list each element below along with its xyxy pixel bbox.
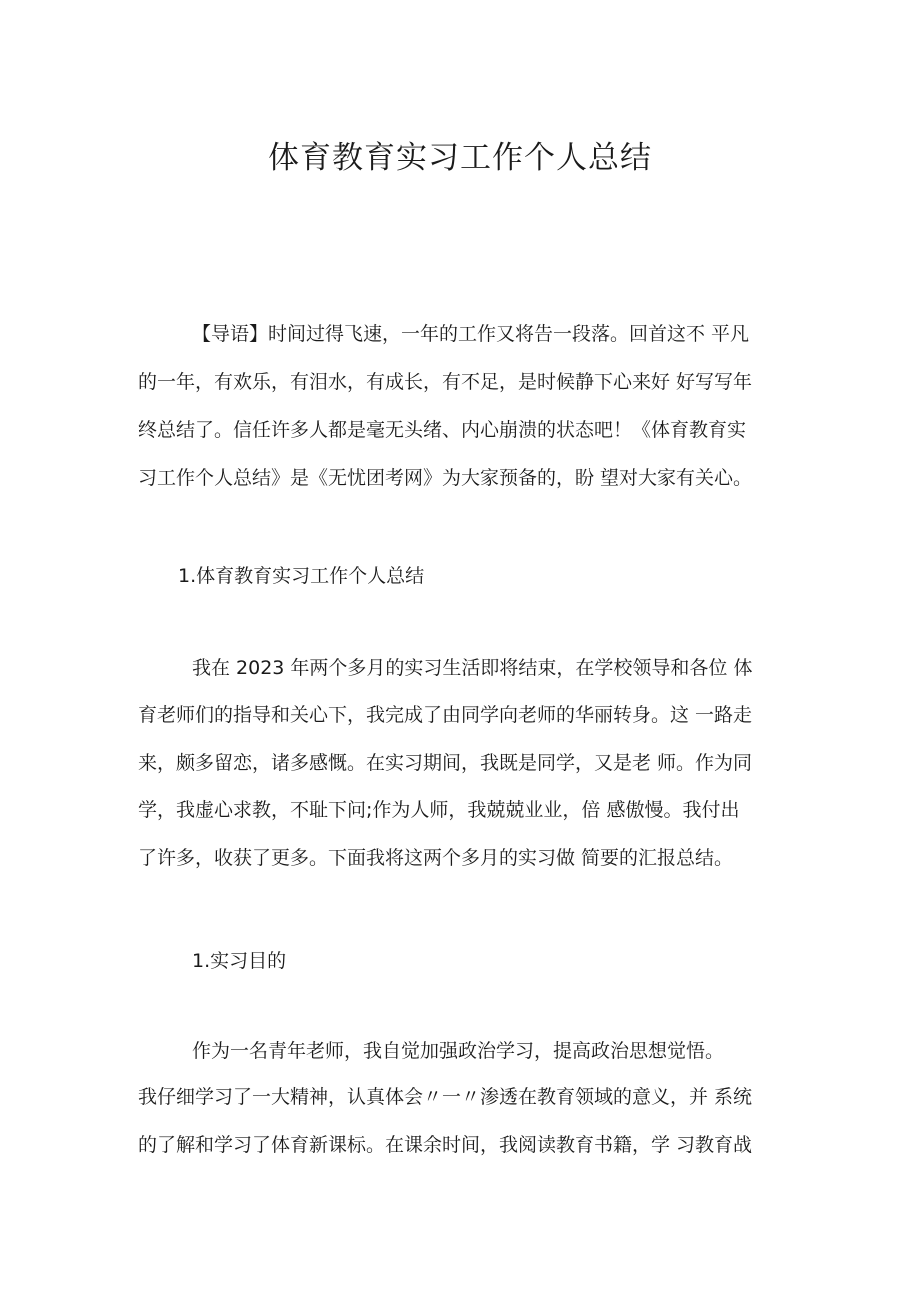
intro-line-2: 的一年，有欢乐，有泪水，有成长，有不足，是时候静下心来好 好写写年: [138, 371, 753, 393]
purpose-line-3: 的了解和学习了体育新课标。在课余时间，我阅读教育书籍，学 习教育战: [138, 1134, 753, 1156]
subheading: 1.实习目的: [192, 950, 287, 972]
body-line-4: 学，我虚心求教，不耻下问;作为人师，我兢兢业业，倍 感傲慢。我付出: [138, 799, 740, 821]
body-line-3: 来，颇多留恋，诸多感慨。在实习期间，我既是同学，又是老 师。作为同: [138, 752, 753, 774]
document-title: 体育教育实习工作个人总结: [268, 140, 652, 176]
intro-line-4: 习工作个人总结》是《无忧团考网》为大家预备的，盼 望对大家有关心。: [138, 467, 753, 489]
purpose-line-1: 作为一名青年老师，我自觉加强政治学习，提高政治思想觉悟。: [192, 1040, 725, 1062]
body-line-1: 我在 2023 年两个多月的实习生活即将结束，在学校领导和各位 体: [192, 657, 753, 679]
intro-line-3: 终总结了。信任许多人都是毫无头绪、内心崩溃的状态吧！《体育教育实: [138, 419, 747, 441]
section-heading: 1.体育教育实习工作个人总结: [178, 565, 425, 587]
purpose-line-2: 我仔细学习了一大精神，认真体会〃一〃渗透在教育领域的意义，并 系统: [138, 1086, 753, 1108]
body-line-5: 了许多，收获了更多。下面我将这两个多月的实习做 简要的汇报总结。: [138, 847, 734, 869]
body-line-2: 育老师们的指导和关心下，我完成了由同学向老师的华丽转身。这 一路走: [138, 704, 753, 726]
intro-line-1: 【导语】时间过得飞速，一年的工作又将告一段落。回首这不 平凡: [192, 323, 750, 345]
